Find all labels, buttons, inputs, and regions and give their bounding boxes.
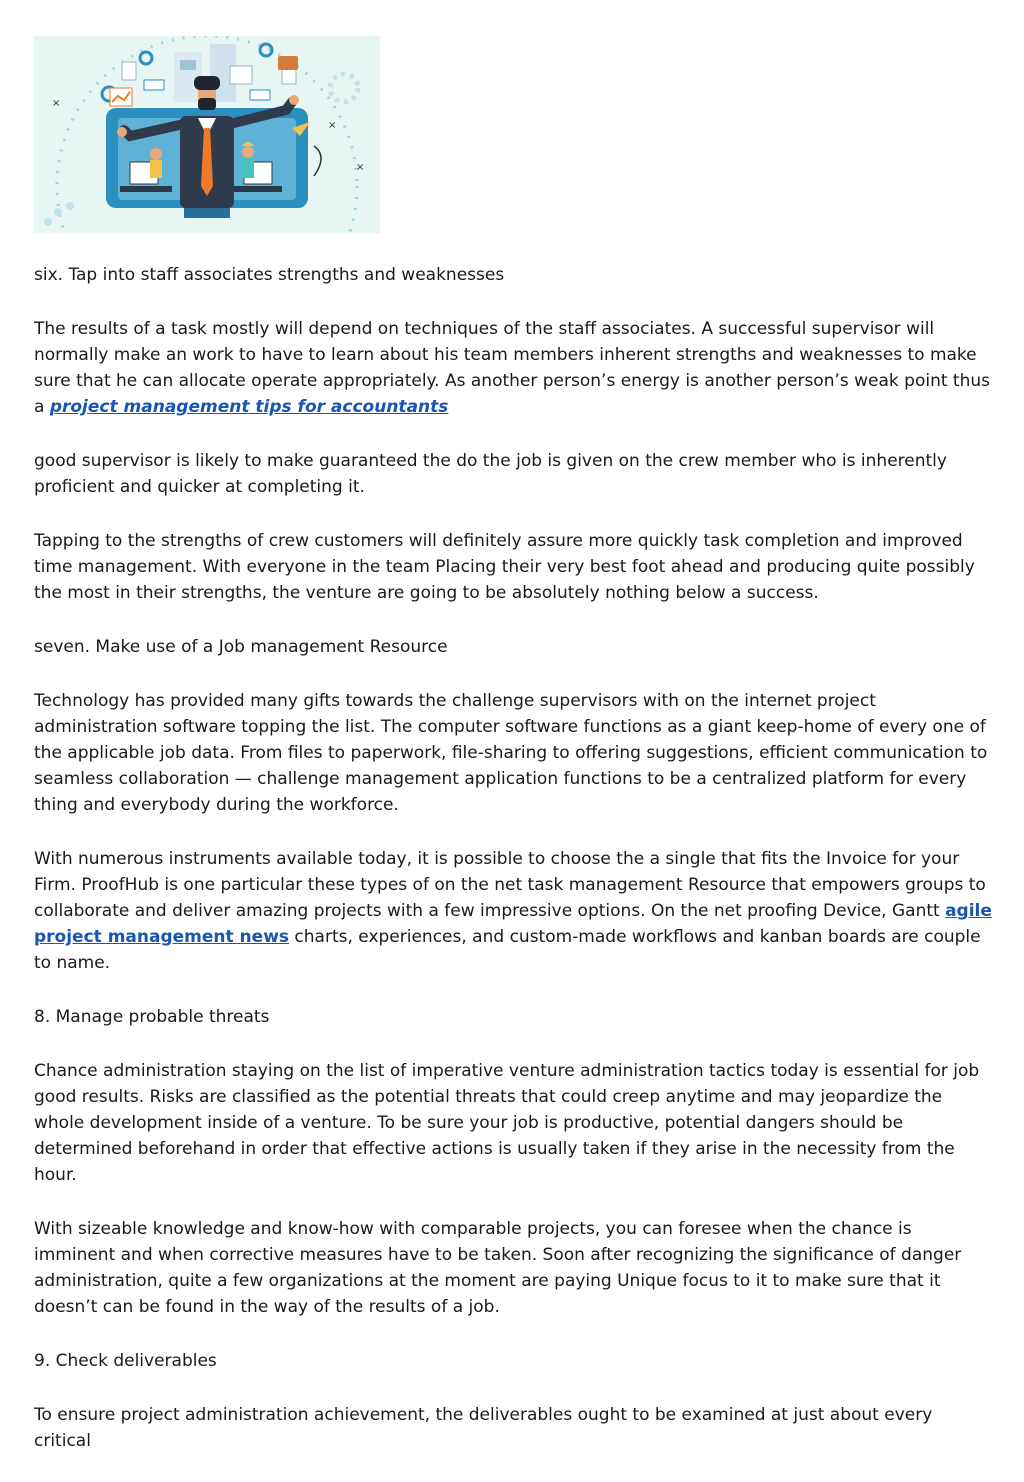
paragraph: With numerous instruments available today, it is possible to choose the a single that fits the Invoice for your Firm. ProofHub is one particular these types of on the net task management Resource that empowers groups to collaborate and deliver amazing projects with a few impressive options. On the net proofing Device, Gantt agile project management news charts, experiences, and custom-made workflows and kanban boards are couple to name. — [34, 849, 992, 973]
paragraph: Chance administration staying on the list of imperative venture administration tactics today is essential for job good results. Risks are classified as the potential threats that could creep anytime and may jeopardize the whole development inside of a venture. To be sure your job is productive, potential dangers should be determined beforehand in order that effective actions is usually taken if they arise in the necessity from the hour. — [34, 1061, 980, 1185]
manager-delegating-team-illustration — [34, 36, 380, 233]
paragraph: With sizeable knowledge and know-how with comparable projects, you can foresee when the chance is imminent and when corrective measures have to be taken. Soon after recognizing the significance of danger administration, quite a few organizations at the moment are paying Unique focus to it to make sure that it doesn’t can be found in the way of the results of a job. — [34, 1219, 962, 1317]
section-heading-6: six. Tap into staff associates strengths and weaknesses — [34, 265, 505, 285]
section-heading-9: 9. Check deliverables — [34, 1351, 217, 1371]
link-agile-project-management-news[interactable]: agile project management news — [34, 901, 992, 947]
link-project-management-tips[interactable]: project management tips for accountants — [49, 397, 449, 417]
paragraph: Tapping to the strengths of crew customers will definitely assure more quickly task completion and improved time management. With everyone in the team Placing their very best foot ahead and producing quite possibly the most in their strengths, the venture are going to be absolutely nothing below a success. — [34, 531, 975, 603]
svg-text:×: × — [52, 98, 61, 109]
article-body — [34, 262, 994, 1482]
paragraph: good supervisor is likely to make guaranteed the do the job is given on the crew member who is inherently proficient and quicker at completing it. — [34, 451, 947, 497]
paragraph: Technology has provided many gifts towards the challenge supervisors with on the internet project administration software topping the list. The computer software functions as a giant keep-home of every one of the applicable job data. From files to paperwork, file-sharing to offering suggestions, efficient communication to seamless collaboration — challenge management application functions to be a centralized platform for every thing and everybody during the workforce. — [34, 691, 988, 815]
hero-illustration — [34, 36, 380, 233]
paragraph: The results of a task mostly will depend on techniques of the staff associates. A successful supervisor will normally make an work to have to learn about his team members inherent strengths and weaknesses to make sure that he can allocate operate appropriately. As another person’s energy is another person’s weak point thus a project management tips for accountants — [34, 319, 991, 417]
section-heading-7: seven. Make use of a Job management Resource — [34, 637, 448, 657]
section-heading-8: 8. Manage probable threats — [34, 1007, 270, 1027]
paragraph: To ensure project administration achievement, the deliverables ought to be examined at just about every critical — [34, 1405, 933, 1451]
svg-text:×: × — [328, 120, 337, 131]
svg-text:×: × — [356, 162, 365, 173]
